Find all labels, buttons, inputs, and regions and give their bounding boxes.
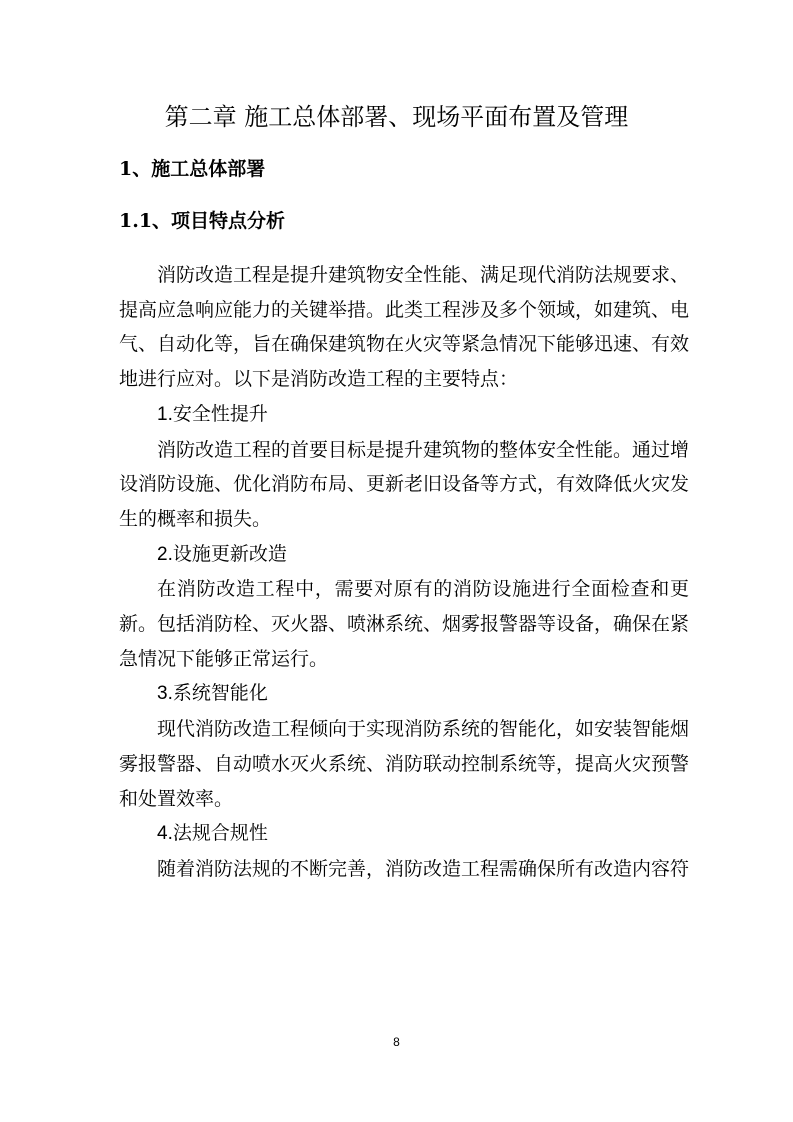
item-title-regulation-compliance <box>119 816 689 852</box>
item-paragraph-regulation-compliance: 随着消防法规的不断完善，消防改造工程需确保所有改造内容符 <box>157 857 690 880</box>
item-number: 1. <box>157 403 173 425</box>
item-title-intelligent-system <box>119 676 689 712</box>
item-number: 2. <box>157 543 173 565</box>
item-title-text: 安全性提升 <box>172 402 268 425</box>
chapter-title: 第二章 施工总体部署、现场平面布置及管理 <box>164 103 629 131</box>
section-heading-project-features: 1.1、项目特点分析 <box>119 210 286 232</box>
item-title-facility-upgrade <box>119 537 689 573</box>
page-number: 8 <box>393 1035 400 1049</box>
item-title-text: 设施更新改造 <box>172 542 287 565</box>
section-heading-construction-deployment: 1、施工总体部署 <box>119 158 266 180</box>
item-number: 3. <box>157 683 173 705</box>
item-title-safety <box>119 397 689 433</box>
item-number: 4. <box>157 823 173 845</box>
item-title-text: 法规合规性 <box>172 822 268 845</box>
document-body <box>119 258 689 887</box>
item-title-text: 系统智能化 <box>172 682 268 705</box>
intro-paragraph: 消防改造工程是提升建筑物安全性能、满足现代消防法规要求、提高应急响应能力的关键举措。此类工程涉及多个领域，如建筑、电气、自动化等，旨在确保建筑物在火灾等紧急情况下能够迅速、有效地进行应对。以下是消防改造工程的主要特点： <box>119 264 690 391</box>
item-paragraph-facility-upgrade: 在消防改造工程中，需要对原有的消防设施进行全面检查和更新。包括消防栓、灭火器、喷淋系统、烟雾报警器等设备，确保在紧急情况下能够正常运行。 <box>119 578 690 670</box>
item-paragraph-safety: 消防改造工程的首要目标是提升建筑物的整体安全性能。通过增设消防设施、优化消防布局、更新老旧设备等方式，有效降低火灾发生的概率和损失。 <box>119 438 690 530</box>
item-paragraph-intelligent-system: 现代消防改造工程倾向于实现消防系统的智能化，如安装智能烟雾报警器、自动喷水灭火系统、消防联动控制系统等，提高火灾预警和处置效率。 <box>119 718 690 810</box>
